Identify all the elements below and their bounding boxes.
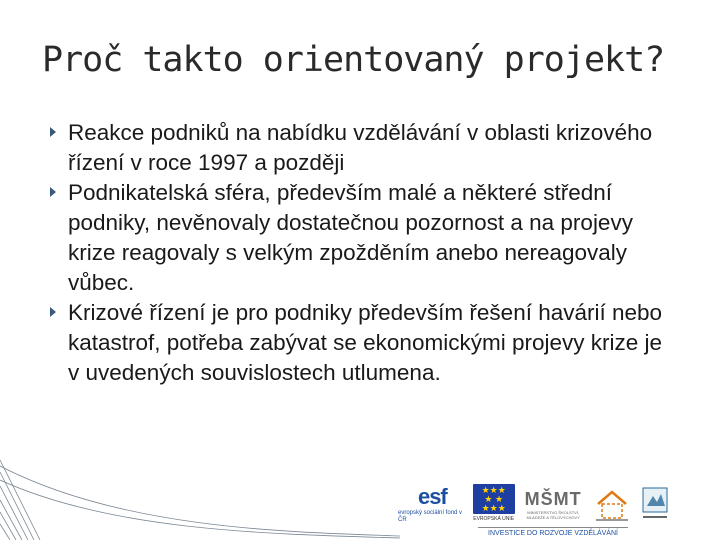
eu-flag-icon: ★★★ ★ ★ ★★★ — [473, 484, 515, 514]
funding-banner: INVESTICE DO ROZVOJE VZDĚLÁVÁNÍ — [478, 527, 628, 539]
triangle-bullet-icon — [50, 187, 56, 197]
esf-text: evropský sociální fond v ČR — [398, 510, 463, 523]
region-logo-icon — [638, 484, 672, 524]
msmt-logo — [521, 484, 586, 524]
esf-mark: esf — [417, 484, 447, 509]
msmt-text: MINISTERSTVO ŠKOLSTVÍ, MLÁDEŽE A TĚLOVÝCHOVY — [526, 509, 580, 520]
msmt-mark: MŠMT — [524, 488, 582, 509]
bullet-text: Reakce podniků na nabídku vzdělávání v oblasti krizového řízení v roce 1997 a později — [68, 120, 653, 175]
bullet-list — [54, 118, 674, 388]
house-logo-icon — [592, 484, 632, 524]
bullet-text: Podnikatelská sféra, především malé a některé střední podniky, nevěnovaly dostatečnou pozornost a na projevy krize reagovaly s velkým zpožděním anebo nereagovaly vůbec. — [68, 180, 633, 295]
triangle-bullet-icon — [50, 127, 56, 137]
eu-text: EVROPSKÁ UNIE — [473, 516, 515, 522]
bullet-item — [54, 298, 674, 388]
bullet-item — [54, 118, 674, 178]
esf-logo — [398, 484, 467, 524]
slide-title: Proč takto orientovaný projekt? — [42, 40, 665, 80]
bullet-item — [54, 178, 674, 298]
bullet-text: Krizové řízení je pro podniky především řešení havárií nebo katastrof, potřeba zabývat se ekonomickými projevy krize je v uvedených souvislostech utlumena. — [68, 300, 663, 385]
triangle-bullet-icon — [50, 307, 56, 317]
eu-logo — [473, 484, 515, 522]
